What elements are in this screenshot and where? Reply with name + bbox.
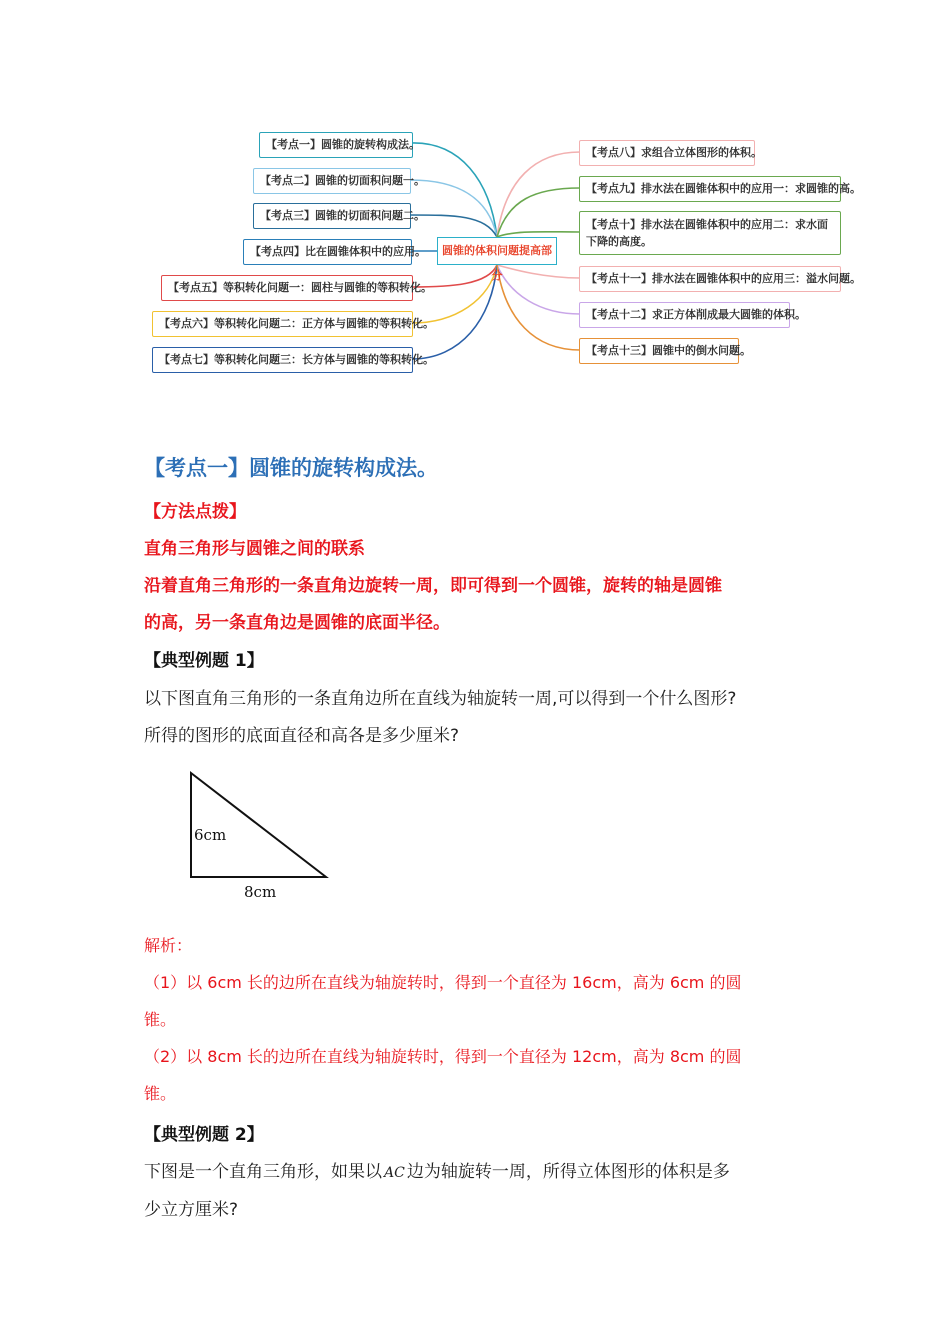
analysis-1-line-1: （1）以 6cm 长的边所在直线为轴旋转时，得到一个直径为 16cm，高为 6cm 的圆 <box>144 973 742 992</box>
method-title: 直角三角形与圆锥之间的联系 <box>144 539 365 559</box>
triangle-side-label: 6cm <box>194 826 227 844</box>
analysis-1-line-2: 锥。 <box>144 1010 177 1029</box>
mind-map-node-3: 【考点三】圆锥的切面积问题二。 <box>253 203 411 229</box>
mind-map-node-5: 【考点五】等积转化问题一：圆柱与圆锥的等积转化。 <box>161 275 413 301</box>
mind-map-node-2: 【考点二】圆锥的切面积问题一。 <box>253 168 411 194</box>
method-text-line-2: 的高，另一条直角边是圆锥的底面半径。 <box>144 613 450 633</box>
analysis-2-line-1: （2）以 8cm 长的边所在直线为轴旋转时，得到一个直径为 12cm，高为 8cm 的圆 <box>144 1047 742 1066</box>
section-heading: 【考点一】圆锥的旋转构成法。 <box>144 456 438 480</box>
mind-map-node-11: 【考点十一】排水法在圆锥体积中的应用三：溢水问题。 <box>579 266 841 292</box>
connector-right-1 <box>497 152 580 237</box>
mind-map-node-1: 【考点一】圆锥的旋转构成法。 <box>259 132 413 158</box>
method-text-line-1: 沿着直角三角形的一条直角边旋转一周，即可得到一个圆锥，旋转的轴是圆锥 <box>144 576 722 596</box>
connector-right-4 <box>497 265 580 278</box>
example-1-text-line-2: 所得的图形的底面直径和高各是多少厘米? <box>144 726 460 746</box>
example-2-text-line-2: 少立方厘米? <box>144 1200 239 1220</box>
analysis-label: 解析： <box>144 936 193 955</box>
mind-map-node-6: 【考点六】等积转化问题二：正方体与圆锥的等积转化。 <box>152 311 413 337</box>
mind-map-node-7: 【考点七】等积转化问题三：长方体与圆锥的等积转化。 <box>152 347 413 373</box>
example-2-variable: AC <box>384 1165 405 1181</box>
right-triangle-figure <box>180 765 340 905</box>
example-2-text-line-1 <box>144 1157 730 1182</box>
method-label: 【方法点拨】 <box>144 502 246 522</box>
mind-map-node-10: 【考点十】排水法在圆锥体积中的应用二：求水面下降的高度。 <box>579 211 841 255</box>
mind-map-node-13: 【考点十三】圆锥中的倒水问题。 <box>579 338 739 364</box>
triangle-base-label: 8cm <box>244 883 277 901</box>
triangle-shape <box>191 773 326 877</box>
connector-left-6 <box>412 265 497 323</box>
mind-map-node-8: 【考点八】求组合立体图形的体积。 <box>579 140 755 166</box>
connector-left-1 <box>412 143 497 237</box>
connector-left-7 <box>412 265 497 359</box>
analysis-2-line-2: 锥。 <box>144 1084 177 1103</box>
mind-map-node-9: 【考点九】排水法在圆锥体积中的应用一：求圆锥的高。 <box>579 176 841 202</box>
example-2-text-pre: 下图是一个直角三角形，如果以 <box>144 1162 382 1182</box>
mind-map-center: 圆锥的体积问题提高部分 <box>437 237 557 265</box>
mind-map <box>0 0 950 400</box>
mind-map-node-12: 【考点十二】求正方体削成最大圆锥的体积。 <box>579 302 790 328</box>
example-2-text-post: 边为轴旋转一周，所得立体图形的体积是多 <box>406 1162 730 1182</box>
example-1-label: 【典型例题 1】 <box>144 651 264 671</box>
mind-map-node-4: 【考点四】比在圆锥体积中的应用。 <box>243 239 412 265</box>
example-1-text-line-1: 以下图直角三角形的一条直角边所在直线为轴旋转一周,可以得到一个什么图形? <box>144 689 737 709</box>
example-2-label: 【典型例题 2】 <box>144 1125 264 1145</box>
